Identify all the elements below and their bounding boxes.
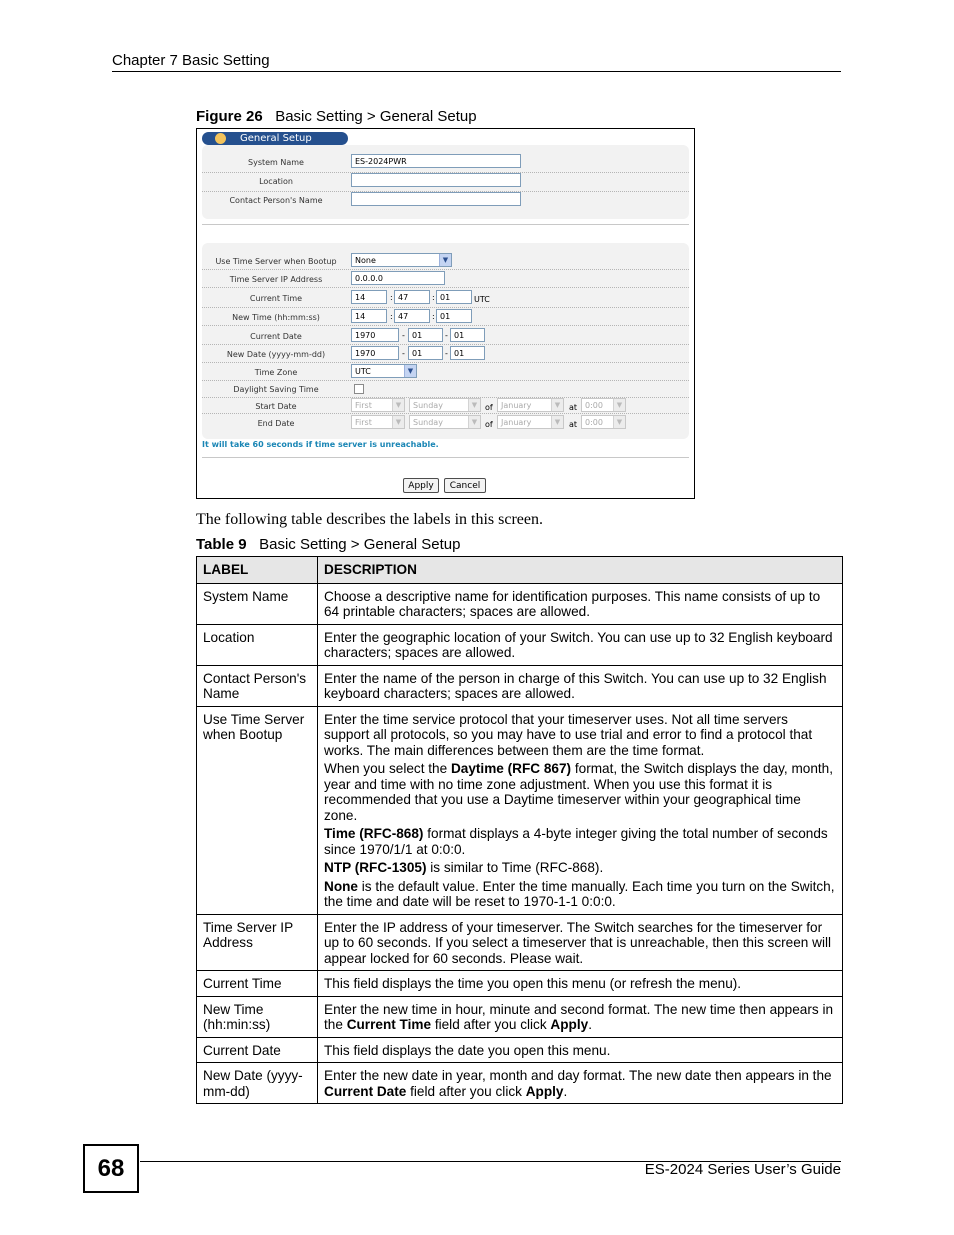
colon-sep: : [390,293,393,302]
of-label: of [485,420,493,429]
desc-paragraph [324,761,836,823]
new-time-hour-input[interactable]: 14 [351,309,387,323]
row-divider [202,287,689,288]
end-week-select[interactable] [351,415,405,429]
of-label: of [485,403,493,412]
current-time-hour: 14 [351,290,387,304]
dash-sep: - [402,331,405,340]
desc-paragraph [324,860,836,876]
table-row [197,996,843,1037]
text-span: field after you click [431,1017,551,1032]
chevron-down-icon: ▼ [468,399,480,411]
chapter-header: Chapter 7 Basic Setting [112,52,270,69]
at-label: at [569,420,578,429]
end-day-select[interactable] [409,415,481,429]
row-label: Time Server IP Address [197,914,318,971]
table-title: Basic Setting > General Setup [259,536,461,553]
cancel-button[interactable]: Cancel [444,478,486,493]
desc-paragraph [324,826,836,857]
text-span: Enter the new date in year, month and day format. The new date then appears in the [324,1068,832,1083]
contact-input[interactable] [351,192,521,206]
dash-sep: - [445,349,448,358]
row-description [318,706,843,914]
row-label: New Date (yyyy-mm-dd) [197,1063,318,1104]
table-row [197,706,843,914]
label-current-time: Current Time [249,294,303,303]
table-row [197,1063,843,1104]
row-label: Use Time Server when Bootup [197,706,318,914]
page-number: 68 [83,1144,139,1193]
label-new-date: New Date (yyyy-mm-dd) [226,350,326,359]
table-row [197,624,843,665]
new-date-month-input[interactable]: 01 [408,346,443,360]
row-description: Enter the geographic location of your Switch. You can use up to 32 English keyboard characters; spaces are allowed. [318,624,843,665]
chevron-down-icon: ▼ [392,416,404,428]
time-server-select[interactable] [351,253,452,267]
row-divider [202,307,689,308]
start-week-value: First [355,401,372,410]
current-date-month: 01 [408,328,443,342]
row-description [318,996,843,1037]
bold-term: Current Date [324,1083,407,1099]
chevron-down-icon: ▼ [551,399,563,411]
text-span: format displays a 4-byte integer giving the total number of seconds since 1970/1/1 at 0:0:0. [324,826,828,857]
figure-number: Figure 26 [196,108,263,125]
text-span: field after you click [406,1083,526,1099]
new-time-minute-input[interactable]: 47 [394,309,430,323]
dash-sep: - [445,331,448,340]
row-description [318,1063,843,1104]
current-date-year: 1970 [351,328,399,342]
utc-label: UTC [474,295,490,304]
text-span: . [588,1017,592,1032]
row-label: Current Time [197,971,318,997]
start-month-value: January [501,401,532,410]
current-time-second: 01 [436,290,472,304]
row-description: This field displays the date you open this menu. [318,1037,843,1063]
text-span: format, the Switch displays the day, month, year and time with no time zone adjustment. When you use this format it is recommended that you use a Daytime timeserver within your geographical time zone. [324,761,834,823]
intro-text: The following table describes the labels in this screen. [196,511,544,528]
time-zone-select[interactable] [351,364,417,378]
row-description: Choose a descriptive name for identification purposes. This name consists of up to 64 printable characters; spaces are allowed. [318,583,843,624]
table-row [197,914,843,971]
chevron-down-icon: ▼ [613,416,625,428]
description-table [196,556,843,1104]
label-time-server-boot: Use Time Server when Bootup [215,257,337,266]
col-desc-header: DESCRIPTION [318,557,843,584]
panel-title [202,132,348,145]
panel-title-icon [215,133,226,144]
figure-caption [196,108,477,125]
colon-sep: : [432,293,435,302]
bold-term: Time (RFC-868) [324,826,424,841]
text-span: Enter the new time in hour, minute and second format. The new time then appears in the [324,1001,834,1032]
chevron-down-icon: ▼ [439,254,451,266]
current-date-day: 01 [450,328,485,342]
label-dst: Daylight Saving Time [233,385,319,394]
table-row [197,1037,843,1063]
row-description: Enter the name of the person in charge of this Switch. You can use up to 32 English keyboard characters; spaces are allowed. [318,665,843,706]
start-day-select[interactable] [409,398,481,412]
end-week-value: First [355,418,372,427]
desc-paragraph: Enter the time service protocol that your timeserver uses. Not all time servers support all protocols, so you may have to use trial and error to find a protocol that works. The main differences between them are the time format. [324,711,813,758]
timeout-warning: It will take 60 seconds if time server is unreachable. [202,440,439,449]
colon-sep: : [432,312,435,321]
header-rule [112,71,841,72]
system-name-input[interactable]: ES-2024PWR [351,154,521,168]
end-hour-select[interactable] [581,415,626,429]
row-label: New Time (hh:min:ss) [197,996,318,1037]
row-label: Contact Person's Name [197,665,318,706]
row-divider [202,413,689,414]
section-separator [202,224,689,225]
panel-title-text: General Setup [240,133,312,144]
row-divider [202,380,689,381]
chevron-down-icon: ▼ [404,365,416,377]
start-week-select[interactable] [351,398,405,412]
label-new-time: New Time (hh:mm:ss) [232,313,320,322]
chevron-down-icon: ▼ [551,416,563,428]
chevron-down-icon: ▼ [392,399,404,411]
end-day-value: Sunday [413,418,443,427]
table-row [197,971,843,997]
label-contact: Contact Person's Name [229,196,323,205]
label-time-server-ip: Time Server IP Address [229,275,323,284]
start-day-value: Sunday [413,401,443,410]
label-end-date: End Date [257,419,295,428]
table-caption [196,536,460,553]
current-time-minute: 47 [394,290,430,304]
colon-sep: : [390,312,393,321]
row-description: This field displays the time you open this menu (or refresh the menu). [318,971,843,997]
time-server-ip-input[interactable]: 0.0.0.0 [351,271,445,285]
bold-term: None [324,878,358,894]
at-label: at [569,403,578,412]
start-month-select[interactable] [497,398,564,412]
table-row [197,583,843,624]
time-server-value: None [355,256,376,265]
location-input[interactable] [351,173,521,187]
text-span: is the default value. Enter the time manually. Each time you turn on the Switch, the time and date will be reset to 1970-1-1 0:0:0. [324,878,835,909]
section-separator [202,457,689,458]
new-date-year-input[interactable]: 1970 [351,346,399,360]
label-location: Location [259,177,293,186]
general-setup-screenshot [196,128,695,499]
figure-title: Basic Setting > General Setup [275,108,477,125]
row-description: Enter the IP address of your timeserver. The Switch searches for the timeserver for up to 60 seconds. If you select a timeserver that is unreachable, then this screen will appear locked for 60 seconds. Please wait. [318,914,843,971]
desc-paragraph [324,879,836,910]
label-time-zone: Time Zone [254,368,298,377]
end-month-value: January [501,418,532,427]
row-label: Current Date [197,1037,318,1063]
bold-term: Apply [550,1017,589,1032]
label-current-date: Current Date [250,332,302,341]
row-divider [202,325,689,326]
dst-checkbox[interactable] [354,384,364,394]
chevron-down-icon: ▼ [468,416,480,428]
time-zone-value: UTC [355,367,371,376]
end-hour-value: 0:00 [585,418,603,427]
row-divider [202,362,689,363]
text-span: is similar to Time (RFC-868). [426,860,604,875]
row-divider [202,269,689,270]
label-start-date: Start Date [255,402,297,411]
bold-term: NTP (RFC-1305) [324,860,427,875]
row-divider [202,344,689,345]
table-number: Table 9 [196,536,247,553]
label-system-name: System Name [248,158,304,167]
guide-title: ES-2024 Series User’s Guide [644,1161,841,1178]
bold-term: Daytime (RFC 867) [450,761,572,776]
end-month-select[interactable] [497,415,564,429]
col-label-header: LABEL [197,557,318,584]
bold-term: Current Time [346,1017,432,1032]
table-row [197,665,843,706]
bold-term: Apply [525,1083,564,1099]
row-label: System Name [197,583,318,624]
apply-button[interactable]: Apply [403,478,439,493]
row-label: Location [197,624,318,665]
new-date-day-input[interactable]: 01 [450,346,485,360]
new-time-second-input[interactable]: 01 [436,309,472,323]
dash-sep: - [402,349,405,358]
start-hour-value: 0:00 [585,401,603,410]
text-span: When you select the [324,761,451,776]
start-hour-select[interactable] [581,398,626,412]
text-span: . [563,1083,568,1099]
chevron-down-icon: ▼ [613,399,625,411]
table-header-row [197,557,843,584]
